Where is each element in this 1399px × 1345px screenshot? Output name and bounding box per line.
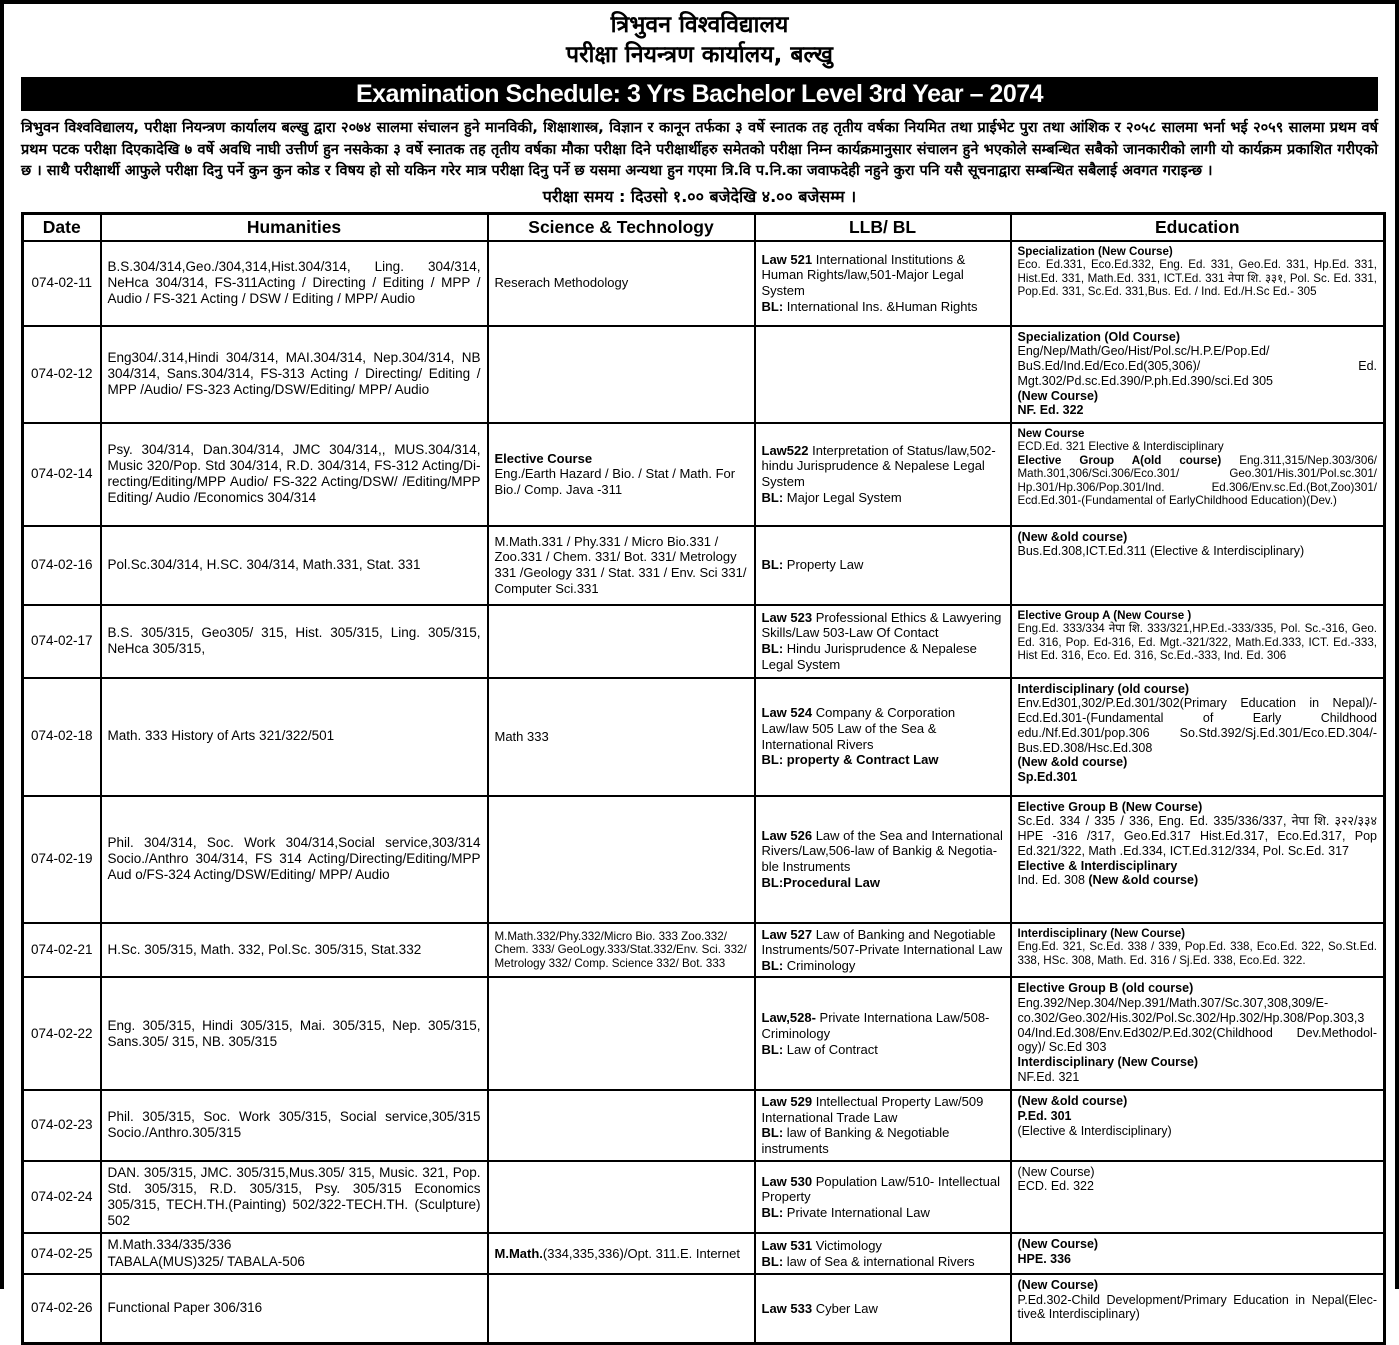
education-cell: Elective Group B (New Course) Sc.Ed. 334 / 335 / 336, Eng. Ed. 335/336/337, नेपा शि. ३२२/३३४ HPE -316 /317, Geo.Ed.317 Hist.Ed.317, Eco.Ed.317, Pop Ed.321/322, Math .Ed.334, ICT.Ed.312/334, Pol. Sc.Ed. 317 Elective & Interdisciplinary Ind. Ed. 308 (New &old course): [1011, 796, 1385, 923]
date-cell: 074-02-11: [23, 241, 101, 326]
education-cell: (New Course) HPE. 336: [1011, 1233, 1385, 1273]
humanities-cell: Eng304/.314,Hindi 304/314, MAI.304/314, Nep.304/314, NB 304/314, Sans.304/314, FS-313 Acting / Directing/ Editing / MPP /Audio/ FS-323 Acting/DSW/Editing/ MPP/ Audio: [101, 326, 488, 423]
table-row: [23, 923, 1385, 978]
date-cell: 074-02-17: [23, 605, 101, 678]
science-cell: Reserach Methodology: [488, 241, 755, 326]
date-cell: 074-02-14: [23, 423, 101, 526]
col-header-date: Date: [23, 213, 101, 241]
humanities-cell: B.S. 305/315, Geo305/ 315, Hist. 305/315, Ling. 305/315, NeHca 305/315,: [101, 605, 488, 678]
science-cell: M.Math.332/Phy.332/Micro Bio. 333 Zoo.332/ Chem. 333/ GeoLogy.333/Stat.332/Env. Sci. 332/ Metrology 332/ Comp. Science 332/ Bot. 333: [488, 923, 755, 978]
date-cell: 074-02-16: [23, 526, 101, 605]
science-cell: Elective Course Eng./Earth Hazard / Bio. / Stat / Math. For Bio./ Comp. Java -311: [488, 423, 755, 526]
science-cell: [488, 1161, 755, 1234]
science-cell: [488, 1274, 755, 1344]
education-cell: (New &old course) Bus.Ed.308,ICT.Ed.311 (Elective & Interdisciplinary): [1011, 526, 1385, 605]
humanities-cell: M.Math.334/335/336 TABALA(MUS)325/ TABALA-506: [101, 1233, 488, 1273]
education-cell: Elective Group B (old course) Eng.392/Nep.304/Nep.391/Math.307/Sc.307,308,309/E-co.302/Geo.302/His.302/Pol.Sc.302/Hp.302/Hp.308/Pop.303,3 04/Ind.Ed.308/Env.Ed302/P.Ed.302(Childhood Dev.Methodol-ogy)/ Sc.Ed 303 Interdisciplinary (New Course) NF.Ed. 321: [1011, 977, 1385, 1090]
schedule-title-banner: Examination Schedule: 3 Yrs Bachelor Level 3rd Year – 2074: [21, 77, 1378, 111]
col-header-humanities: Humanities: [101, 213, 488, 241]
notice-paragraph: त्रिभुवन विश्वविद्यालय, परीक्षा नियन्त्रण कार्यालय बल्खु द्वारा २०७४ सालमा संचालन हुने मानविकी, शिक्षाशास्त्र, विज्ञान र कानून तर्फका ३ वर्षे स्नातक तह तृतीय वर्षका नियमित तथा प्राईभेट पुरा तथा आंशिक र २०५८ सालमा भर्ना भई २०५९ सालमा प्रथम वर्ष प्रथम पटक परीक्षा दिएकादेखि ७ वर्षे अवधि नाघी उत्तीर्ण हुन नसकेका ३ वर्षे स्नातक तह तृतीय वर्षका मौका परीक्षा दिने परीक्षार्थीहरु समेतको परीक्षा निम्न कार्यक्रमानुसार संचालन हुने भएकोले सम्बन्धित सबैको जानकारीको लागी यो कार्यक्रम प्रकाशित गरीएको छ । साथै परीक्षार्थी आफुले परीक्षा दिनु पर्ने कुन कुन कोड र विषय हो सो यकिन गरेर मात्र परीक्षा दिनु पर्ने छ यसमा अन्यथा हुन गएमा त्रि.वि प.नि.का जवाफदेही नहुने कुरा पनि यसै सूचनाद्वारा सम्बन्धित सबैलाई अवगत गराइन्छ ।: [21, 118, 1378, 183]
table-row: [23, 1090, 1385, 1160]
table-row: [23, 326, 1385, 423]
llb-cell: Law 526 Law of the Sea and International Rivers/Law,506-law of Bankig & Negotia-ble Instruments BL:Procedural Law: [755, 796, 1011, 923]
col-header-education: Education: [1011, 213, 1385, 241]
university-title: त्रिभुवन विश्वविद्यालय: [21, 10, 1378, 40]
education-cell: (New Course) ECD. Ed. 322: [1011, 1161, 1385, 1234]
schedule-table-body: [23, 241, 1385, 1344]
science-cell: [488, 977, 755, 1090]
llb-cell: Law 530 Population Law/510- Intellectual Property BL: Private International Law: [755, 1161, 1011, 1234]
schedule-table: [21, 212, 1386, 1345]
date-cell: 074-02-23: [23, 1090, 101, 1160]
llb-cell: [755, 326, 1011, 423]
science-cell: [488, 326, 755, 423]
llb-cell: Law 533 Cyber Law: [755, 1274, 1011, 1344]
llb-cell: Law 531 Victimology BL: law of Sea & international Rivers: [755, 1233, 1011, 1273]
page: [4, 4, 1395, 1345]
date-cell: 074-02-12: [23, 326, 101, 423]
table-row: [23, 977, 1385, 1090]
table-row: [23, 241, 1385, 326]
date-cell: 074-02-25: [23, 1233, 101, 1273]
llb-cell: BL: Property Law: [755, 526, 1011, 605]
letterhead: [21, 10, 1378, 70]
date-cell: 074-02-24: [23, 1161, 101, 1234]
date-cell: 074-02-21: [23, 923, 101, 978]
table-row: [23, 1233, 1385, 1273]
science-cell: M.Math.(334,335,336)/Opt. 311.E. Internet: [488, 1233, 755, 1273]
table-header-row: [23, 213, 1385, 241]
date-cell: 074-02-22: [23, 977, 101, 1090]
humanities-cell: DAN. 305/315, JMC. 305/315,Mus.305/ 315, Music. 321, Pop. Std. 305/315, R.D. 305/315, Psy. 305/315 Economics 305/315, TECH.TH.(Painting) 502/322-TECH.TH. (Sculpture) 502: [101, 1161, 488, 1234]
science-cell: [488, 605, 755, 678]
col-header-science-technology: Science & Technology: [488, 213, 755, 241]
education-cell: Specialization (Old Course) Eng/Nep/Math/Geo/Hist/Pol.sc/H.P.E/Pop.Ed/ BuS.Ed/Ind.Ed/Eco.Ed(305,306)/ Ed. Mgt.302/Pd.sc.Ed.390/P.ph.Ed.390/sci.Ed 305 (New Course) NF. Ed. 322: [1011, 326, 1385, 423]
science-cell: [488, 796, 755, 923]
science-cell: M.Math.331 / Phy.331 / Micro Bio.331 / Zoo.331 / Chem. 331/ Bot. 331/ Metrology 331 /Geology 331 / Stat. 331 / Env. Sci 331/ Computer Sci.331: [488, 526, 755, 605]
science-cell: [488, 1090, 755, 1160]
llb-cell: Law 521 International Institutions & Human Rights/law,501-Major Legal System BL: International Ins. &Human Rights: [755, 241, 1011, 326]
exam-time-line: परीक्षा समय : दिउसो १.०० बजेदेखि ४.०० बजेसम्म ।: [21, 185, 1378, 207]
humanities-cell: B.S.304/314,Geo./304,314,Hist.304/314, Ling. 304/314, NeHca 304/314, FS-311Acting / Directing / Editing / MPP / Audio / FS-321 Acting / DSW / Editing / MPP/ Audio: [101, 241, 488, 326]
llb-cell: Law 523 Professional Ethics & Lawyering Skills/Law 503-Law Of Contact BL: Hindu Jurisprudence & Nepalese Legal System: [755, 605, 1011, 678]
humanities-cell: Eng. 305/315, Hindi 305/315, Mai. 305/315, Nep. 305/315, Sans.305/ 315, NB. 305/315: [101, 977, 488, 1090]
education-cell: Interdisciplinary (old course) Env.Ed301,302/P.Ed.301/302(Primary Education in Nepal)/- Ecd.Ed.301-(Fundamental of Early Childhood edu./Nf.Ed.301/pop.306 So.Std.392/Sj.Ed.301/Eco.ED.304/- Bus.ED.308/Hsc.Ed.308 (New &old course) Sp.Ed.301: [1011, 678, 1385, 796]
humanities-cell: Psy. 304/314, Dan.304/314, JMC 304/314,, MUS.304/314, Music 320/Pop. Std 304/314, R.D. 304/314, FS-312 Acting/Di-recting/Editing/MPP Audio/ FS-322 Acting/DSW/ /Editing/MPP Editing/ Audio /Economics 304/314: [101, 423, 488, 526]
llb-cell: Law,528- Private Internationa Law/508-Criminology BL: Law of Contract: [755, 977, 1011, 1090]
date-cell: 074-02-19: [23, 796, 101, 923]
table-row: [23, 526, 1385, 605]
table-row: [23, 605, 1385, 678]
humanities-cell: Functional Paper 306/316: [101, 1274, 488, 1344]
humanities-cell: Math. 333 History of Arts 321/322/501: [101, 678, 488, 796]
humanities-cell: Phil. 305/315, Soc. Work 305/315, Social service,305/315 Socio./Anthro.305/315: [101, 1090, 488, 1160]
education-cell: (New &old course) P.Ed. 301 (Elective & Interdisciplinary): [1011, 1090, 1385, 1160]
table-row: [23, 423, 1385, 526]
table-row: [23, 796, 1385, 923]
education-cell: (New Course) P.Ed.302-Child Development/Primary Education in Nepal(Elec-tive& Interdisciplinary): [1011, 1274, 1385, 1344]
education-cell: Specialization (New Course) Eco. Ed.331, Eco.Ed.332, Eng. Ed. 331, Geo.Ed. 331, Hp.Ed. 331, Hist.Ed. 331, Math.Ed. 331, ICT.Ed. 331 नेपा शि. ३३१, Pol. Sc. Ed. 331, Pop.Ed. 331, Sc.Ed. 331,Bus. Ed. / Ind. Ed./H.Sc Ed.- 305: [1011, 241, 1385, 326]
education-cell: Elective Group A (New Course ) Eng.Ed. 333/334 नेपा शि. 333/321,HP.Ed.-333/335, Pol. Sc.-316, Geo. Ed. 316, Pop. Ed-316, Ed. Mgt.-321/322, Math.Ed.333, ICT. Ed.-333, Hist Ed. 316, Eco. Ed. 316, Sc.Ed.-333, Ind. Ed. 306: [1011, 605, 1385, 678]
llb-cell: Law 524 Company & Corporation Law/law 505 Law of the Sea & International Rivers BL: property & Contract Law: [755, 678, 1011, 796]
table-row: [23, 1161, 1385, 1234]
humanities-cell: Phil. 304/314, Soc. Work 304/314,Social service,303/314 Socio./Anthro 304/314, FS 314 Acting/Directing/Editing/MPP Aud o/FS-324 Acting/DSW/Editing/ MPP/ Audio: [101, 796, 488, 923]
humanities-cell: H.Sc. 305/315, Math. 332, Pol.Sc. 305/315, Stat.332: [101, 923, 488, 978]
llb-cell: Law522 Interpretation of Status/law,502-hindu Jurisprudence & Nepalese Legal System BL: Major Legal System: [755, 423, 1011, 526]
date-cell: 074-02-26: [23, 1274, 101, 1344]
llb-cell: Law 527 Law of Banking and Negotiable Instruments/507-Private International Law BL: Criminology: [755, 923, 1011, 978]
table-row: [23, 1274, 1385, 1344]
llb-cell: Law 529 Intellectual Property Law/509 International Trade Law BL: law of Banking & Negotiable instruments: [755, 1090, 1011, 1160]
education-cell: New Course ECD.Ed. 321 Elective & Interdisciplinary Elective Group A(old course) Eng.311,315/Nep.303/306/ Math.301,306/Sci.306/Eco.301/ Geo.301/His.301/Pol.sc.301/ Hp.301/Hp.306/Pop.301/Ind. Ed.306/Env.sc.Ed.(Bot,Zoo)301/ Ecd.Ed.301-(Fundamental of EarlyChildhood Education)(Dev.): [1011, 423, 1385, 526]
table-row: [23, 678, 1385, 796]
humanities-cell: Pol.Sc.304/314, H.SC. 304/314, Math.331, Stat. 331: [101, 526, 488, 605]
col-header-llb-bl: LLB/ BL: [755, 213, 1011, 241]
office-title: परीक्षा नियन्त्रण कार्यालय, बल्खु: [21, 40, 1378, 70]
date-cell: 074-02-18: [23, 678, 101, 796]
education-cell: Interdisciplinary (New Course) Eng.Ed. 321, Sc.Ed. 338 / 339, Pop.Ed. 338, Eco.Ed. 322, So.St.Ed. 338, HSc. 308, Math. Ed. 316 / Sj.Ed. 338, Eco.Ed. 322.: [1011, 923, 1385, 978]
science-cell: Math 333: [488, 678, 755, 796]
